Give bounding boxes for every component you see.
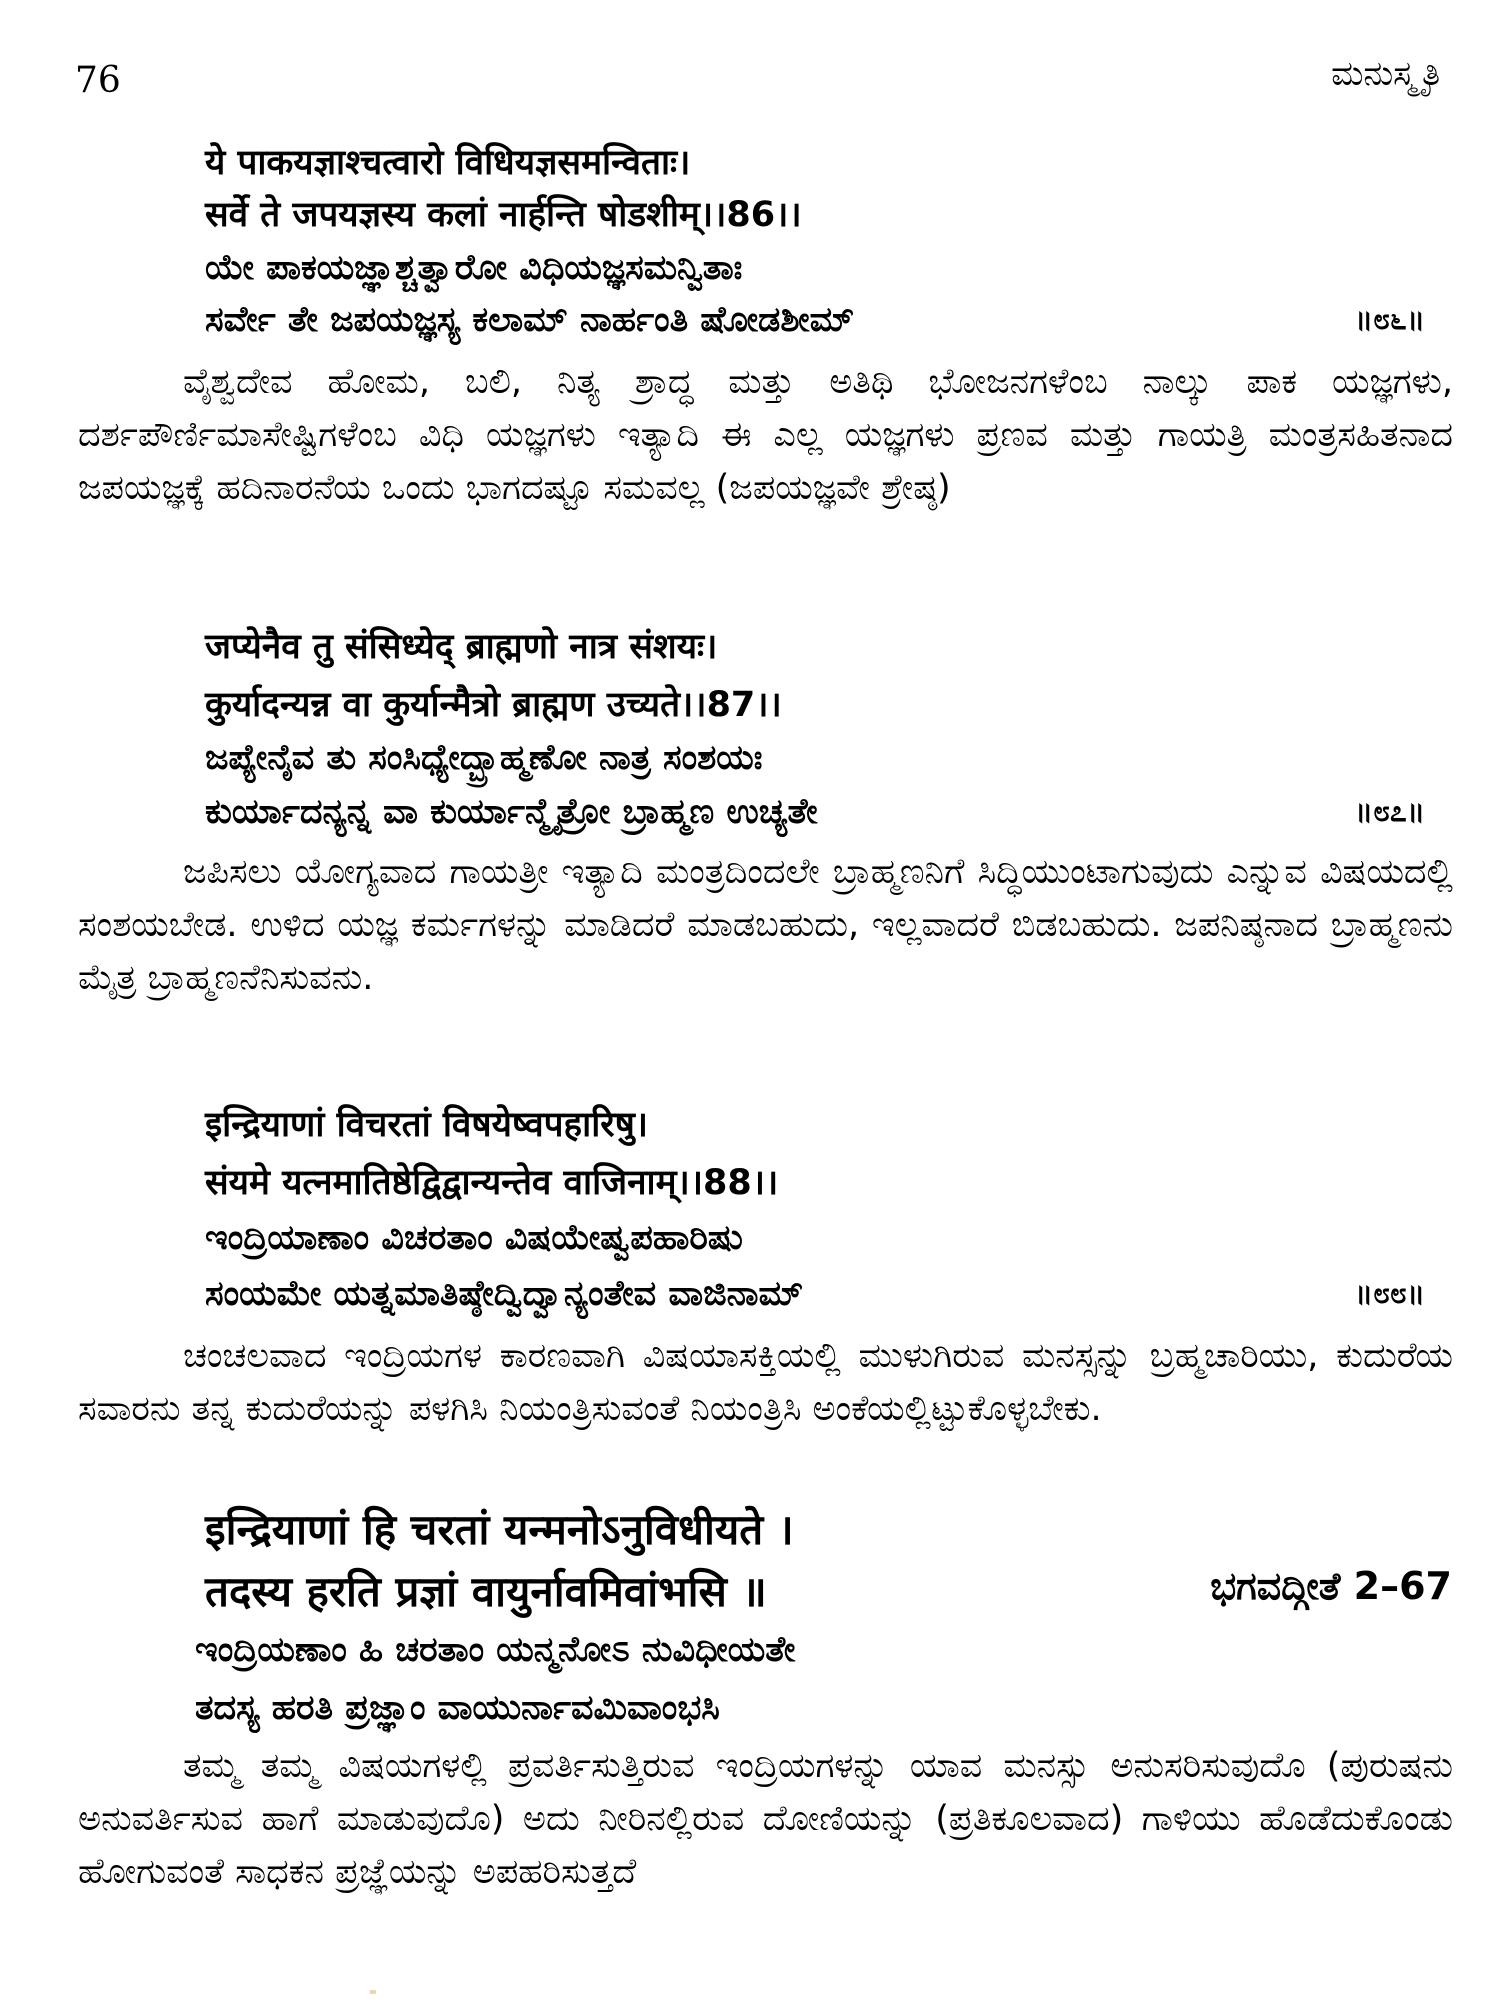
sanskrit-line: जप्येनैव तु संसिध्येद् ब्राह्मणो नात्र संशयः। [205,627,718,667]
sanskrit-line: ये पाकयज्ञाश्चत्वारो विधियज्ञसमन्विताः। [205,143,691,183]
sanskrit-line: संयमे यत्नमातिष्ठेद्विद्वान्यन्तेव वाजिनाम्।।88।। [205,1163,779,1203]
kannada-translit-line: ಜಪ್ಯೇನೈವ ತು ಸಂಸಿಧ್ಯೇದ್ಬ್ರಾಹ್ಮಣೋ ನಾತ್ರ ಸಂಶಯಃ [205,738,763,778]
kannada-translit-line: ಸಂಯಮೇ ಯತ್ನಮಾತಿಷ್ಠೇದ್ವಿದ್ವಾನ್ಯಂತೇವ ವಾಜಿನಾಮ್ [205,1274,804,1314]
kannada-translit-line: ಇಂದ್ರಿಯಣಾಂ ಹಿ ಚರತಾಂ ಯನ್ಮನೋಽ ನುವಿಧೀಯತೇ [195,1630,796,1670]
kannada-translit-line: ಕುರ್ಯಾದನ್ಯನ್ನ ವಾ ಕುರ್ಯಾನ್ಮೈತ್ರೋ ಬ್ರಾಹ್ಮಣ ಉಚ್ಯತೇ [205,792,818,832]
sanskrit-line: सर्वे ते जपयज्ञस्य कलां नार्हन्ति षोडशीम्।।86।। [205,195,802,235]
commentary-paragraph: ಜಪಿಸಲು ಯೋಗ್ಯವಾದ ಗಾಯತ್ರೀ ಇತ್ಯಾದಿ ಮಂತ್ರದಿಂದಲೇ ಬ್ರಾಹ್ಮಣನಿಗೆ ಸಿದ್ಧಿಯುಂಟಾಗುವುದು ಎನ್ನುವ ವಿಷಯದಲ್ಲಿ ಸಂಶಯಬೇಡ. ಉಳಿದ ಯಜ್ಞ ಕರ್ಮಗಳನ್ನು ಮಾಡಿದರೆ ಮಾಡಬಹುದು, ಇಲ್ಲವಾದರೆ ಬಿಡಬಹುದು. ಜಪನಿಷ್ಠನಾದ ಬ್ರಾಹ್ಮಣನು ಮೈತ್ರ ಬ್ರಾಹ್ಮಣನೆನಿಸುವನು. [78,852,1453,998]
sanskrit-line: तदस्य हरति प्रज्ञां वायुर्नावमिवांभसि ॥ [205,1567,767,1616]
kannada-translit-line: ತದಸ್ಯ ಹರತಿ ಪ್ರಜ್ಞಾಂ ವಾಯುರ್ನಾವಮಿವಾಂಭಸಿ [195,1688,720,1728]
verse-mark: ॥೮೭॥ [1354,794,1425,829]
verse-mark: ॥೮೬॥ [1354,302,1425,337]
commentary-paragraph: ಚಂಚಲವಾದ ಇಂದ್ರಿಯಗಳ ಕಾರಣವಾಗಿ ವಿಷಯಾಸಕ್ತಿಯಲ್ಲಿ ಮುಳುಗಿರುವ ಮನಸ್ಸನ್ನು ಬ್ರಹ್ಮಚಾರಿಯು, ಕುದುರೆಯ ಸವಾರನು ತನ್ನ ಕುದುರೆಯನ್ನು ಪಳಗಿಸಿ ನಿಯಂತ್ರಿಸುವಂತೆ ನಿಯಂತ್ರಿಸಿ ಅಂಕೆಯಲ್ಲಿಟ್ಟುಕೊಳ್ಳಬೇಕು. [78,1336,1453,1429]
page-number: 76 [75,60,121,101]
citation: ಭಗವದ್ಗೀತೆ 2–67 [1210,1564,1452,1608]
commentary-paragraph: ತಮ್ಮ ತಮ್ಮ ವಿಷಯಗಳಲ್ಲಿ ಪ್ರವರ್ತಿಸುತ್ತಿರುವ ಇಂದ್ರಿಯಗಳನ್ನು ಯಾವ ಮನಸ್ಸು ಅನುಸರಿಸುವುದೊ (ಪುರುಷನು ಅನುವರ್ತಿಸುವ ಹಾಗೆ ಮಾಡುವುದೊ) ಅದು ನೀರಿನಲ್ಲಿರುವ ದೋಣಿಯನ್ನು (ಪ್ರತಿಕೂಲವಾದ) ಗಾಳಿಯು ಹೊಡೆದುಕೊಂಡು ಹೋಗುವಂತೆ ಸಾಧಕನ ಪ್ರಜ್ಞೆಯನ್ನು ಅಪಹರಿಸುತ್ತದೆ [78,1746,1453,1892]
commentary-paragraph: ವೈಶ್ವದೇವ ಹೋಮ, ಬಲಿ, ನಿತ್ಯ ಶ್ರಾದ್ಧ ಮತ್ತು ಅತಿಥಿ ಭೋಜನಗಳೆಂಬ ನಾಲ್ಕು ಪಾಕ ಯಜ್ಞಗಳು, ದರ್ಶಪೌರ್ಣಿಮಾಸೇಷ್ಟಿಗಳೆಂಬ ವಿಧಿ ಯಜ್ಞಗಳು ಇತ್ಯಾದಿ ಈ ಎಲ್ಲ ಯಜ್ಞಗಳು ಪ್ರಣವ ಮತ್ತು ಗಾಯತ್ರಿ ಮಂತ್ರಸಹಿತನಾದ ಜಪಯಜ್ಞಕ್ಕೆ ಹದಿನಾರನೆಯ ಒಂದು ಭಾಗದಷ್ಟೂ ಸಮವಲ್ಲ (ಜಪಯಜ್ಞವೇ ಶ್ರೇಷ್ಠ) [78,362,1453,508]
kannada-translit-line: ಯೇ ಪಾಕಯಜ್ಞಾಶ್ಚತ್ವಾರೋ ವಿಧಿಯಜ್ಞಸಮನ್ವಿತಾಃ [205,248,743,288]
paper-speck [370,1990,376,1994]
verse-mark: ॥೮೮॥ [1354,1276,1425,1311]
kannada-translit-line: ಸರ್ವೇ ತೇ ಜಪಯಜ್ಞಸ್ಯ ಕಲಾಮ್ ನಾರ್ಹಂತಿ ಷೋಡಶೀಮ್ [205,300,855,340]
sanskrit-line: इन्द्रियाणां हि चरतां यन्मनोऽनुविधीयते । [205,1505,794,1554]
kannada-translit-line: ಇಂದ್ರಿಯಾಣಾಂ ವಿಚರತಾಂ ವಿಷಯೇಷ್ವಪಹಾರಿಷು [205,1218,743,1258]
sanskrit-line: इन्द्रियाणां विचरतां विषयेष्वपहारिषु। [205,1105,649,1145]
running-title: ಮನುಸ್ಮೃತಿ [1331,54,1440,94]
sanskrit-line: कुर्यादन्यन्न वा कुर्यान्मैत्रो ब्राह्मण उच्यते।।87।। [205,685,782,725]
